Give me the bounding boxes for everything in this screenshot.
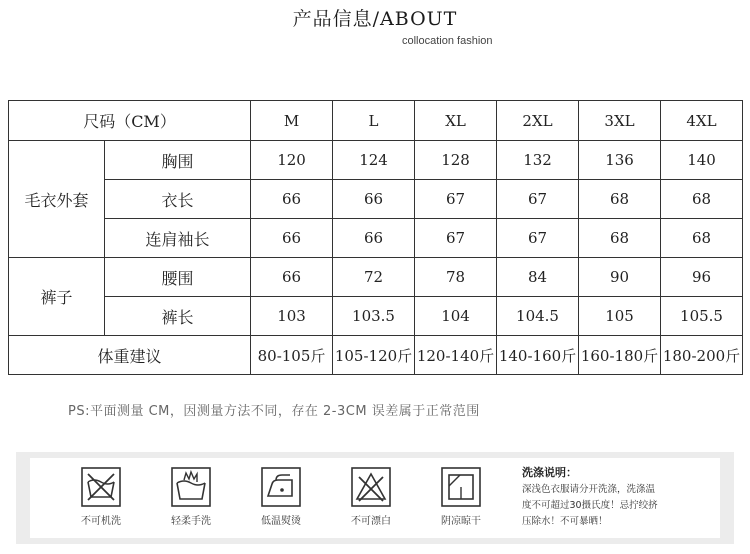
- table-cell: 104.5: [497, 297, 579, 336]
- table-cell: 103.5: [333, 297, 415, 336]
- care-item-no-machine-wash: [66, 466, 136, 527]
- wash-line: 深浅色衣服请分开洗涤，洗涤温: [522, 484, 656, 495]
- table-cell: 124: [333, 141, 415, 180]
- wash-instructions-title: 洗涤说明：: [522, 466, 577, 479]
- no-bleach-icon: [350, 466, 392, 508]
- weight-cell: 160-180斤: [579, 336, 661, 375]
- table-row: [9, 258, 743, 297]
- table-cell: 67: [415, 180, 497, 219]
- table-cell: 68: [661, 219, 743, 258]
- wash-line: 度不可超过30摄氏度！忌拧绞挤: [522, 500, 658, 511]
- table-cell: 105.5: [661, 297, 743, 336]
- corner-label: 尺码（CM）: [9, 101, 251, 141]
- table-cell: 90: [579, 258, 661, 297]
- size-header: 4XL: [661, 101, 743, 141]
- table-cell: 103: [251, 297, 333, 336]
- table-cell: 66: [251, 258, 333, 297]
- row-label: 衣长: [105, 180, 251, 219]
- page-subtitle: collocation fashion: [402, 35, 493, 47]
- group-label-sweater: 毛衣外套: [9, 141, 105, 258]
- group-label-pants: 裤子: [9, 258, 105, 336]
- table-row: [9, 180, 743, 219]
- weight-row: [9, 336, 743, 375]
- table-cell: 105: [579, 297, 661, 336]
- care-label: 轻柔手洗: [171, 516, 211, 527]
- care-item-no-bleach: [336, 466, 406, 527]
- table-cell: 67: [415, 219, 497, 258]
- care-instructions-card: [30, 458, 720, 538]
- care-item-low-iron: [246, 466, 316, 527]
- row-label: 腰围: [105, 258, 251, 297]
- table-cell: 68: [579, 180, 661, 219]
- care-instructions-panel: [16, 452, 734, 544]
- table-cell: 66: [251, 180, 333, 219]
- measurement-note: PS:平面测量 CM，因测量方法不同，存在 2-3CM 误差属于正常范围: [68, 404, 480, 419]
- care-label: 阴凉晾干: [441, 516, 481, 527]
- size-header: 2XL: [497, 101, 579, 141]
- table-cell: 84: [497, 258, 579, 297]
- weight-cell: 80-105斤: [251, 336, 333, 375]
- size-header: XL: [415, 101, 497, 141]
- weight-cell: 180-200斤: [661, 336, 743, 375]
- row-label: 连肩袖长: [105, 219, 251, 258]
- table-cell: 66: [333, 180, 415, 219]
- size-header-row: [9, 101, 743, 141]
- table-cell: 68: [579, 219, 661, 258]
- table-cell: 72: [333, 258, 415, 297]
- table-cell: 78: [415, 258, 497, 297]
- weight-cell: 120-140斤: [415, 336, 497, 375]
- table-cell: 136: [579, 141, 661, 180]
- table-row: [9, 219, 743, 258]
- weight-cell: 140-160斤: [497, 336, 579, 375]
- weight-label: 体重建议: [9, 336, 251, 375]
- table-cell: 68: [661, 180, 743, 219]
- table-cell: 132: [497, 141, 579, 180]
- table-cell: 128: [415, 141, 497, 180]
- row-label: 胸围: [105, 141, 251, 180]
- no-machine-wash-icon: [80, 466, 122, 508]
- hand-wash-icon: [170, 466, 212, 508]
- shade-dry-icon: [440, 466, 482, 508]
- table-cell: 66: [333, 219, 415, 258]
- wash-instructions: [522, 464, 718, 530]
- table-cell: 120: [251, 141, 333, 180]
- wash-instructions-text: [522, 482, 718, 530]
- table-cell: 67: [497, 180, 579, 219]
- table-cell: 104: [415, 297, 497, 336]
- table-cell: 96: [661, 258, 743, 297]
- table-cell: 66: [251, 219, 333, 258]
- row-label: 裤长: [105, 297, 251, 336]
- size-header: M: [251, 101, 333, 141]
- table-cell: 67: [497, 219, 579, 258]
- wash-line: 压除水！不可暴晒！: [522, 516, 608, 527]
- table-cell: 140: [661, 141, 743, 180]
- table-row: [9, 141, 743, 180]
- table-row: [9, 297, 743, 336]
- care-item-shade-dry: [426, 466, 496, 527]
- low-iron-icon: [260, 466, 302, 508]
- care-item-hand-wash: [156, 466, 226, 527]
- care-label: 不可机洗: [81, 516, 121, 527]
- care-label: 不可漂白: [351, 516, 391, 527]
- care-label: 低温熨烫: [261, 516, 301, 527]
- weight-cell: 105-120斤: [333, 336, 415, 375]
- size-header: L: [333, 101, 415, 141]
- size-header: 3XL: [579, 101, 661, 141]
- page-title: 产品信息/ABOUT: [292, 8, 458, 30]
- size-table: [8, 100, 743, 375]
